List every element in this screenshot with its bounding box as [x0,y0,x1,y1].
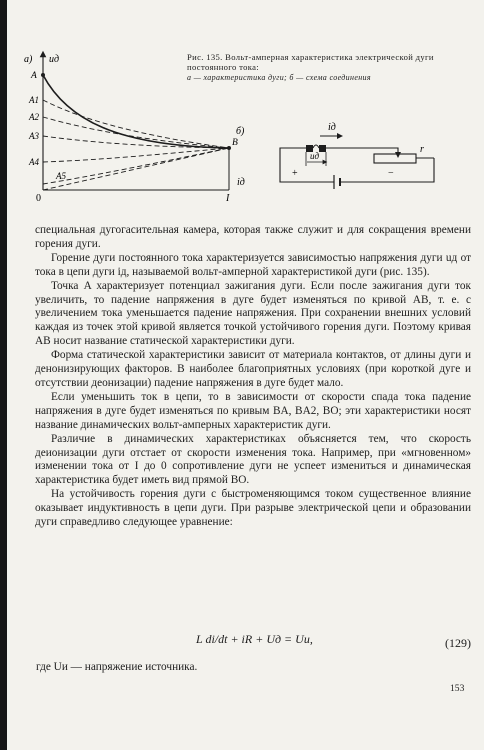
point-label-a3: A3 [29,131,39,141]
paragraph-5: Если уменьшить ток в цепи, то в зависимости от скорости спада тока падение напряжения в дуге будет изменяться по кривым BA, BA2, BO; эти характеристики носят название динамических вольт-амперных характеристик дуги. [35,390,471,431]
curve-b-a5 [43,148,229,184]
equation-formula: L di/dt + iR + Uд = Uи, [196,632,313,646]
paragraph-7: На устойчивость горения дуги с быстроменяющимся током существенное влияние оказывает индуктивность в цепи дуги. При разрыве электрической цепи и образовании дуги справедливо следующее уравнение: [35,488,471,529]
bottom-wire-right [340,158,434,182]
figure-legend: а — характеристика дуги; б — схема соединения [187,73,371,82]
paragraph-3: Точка A характеризует потенциал зажигания дуги. Если после зажигания дуги ток увеличить, то падение напряжения в дуге будет изменяться по кривой AB, т. е. с увеличением тока уменьшается падение напряжения. При сохранении внешних условий каждая из точек этой кривой является точкой устойчивого горения дуги. Поэтому кривая AB носит название статической характеристики дуги. [35,279,471,348]
figure-caption: Рис. 135. Вольт-амперная характеристика электрической дуги постоянного тока: [187,52,434,73]
x-tick-label-i: I [226,193,230,204]
page-number: 153 [450,683,465,694]
point-label-a1: A1 [29,95,39,105]
contact-right [319,145,326,152]
page-edge-shadow [0,0,7,750]
arc [313,145,319,148]
resistor-label: r [420,144,424,155]
equation-number: (129) [445,636,471,650]
minus-label: − [388,168,394,179]
y-axis-label: uд [49,54,60,65]
curve-b-a2 [43,117,229,148]
point-label-a2: A2 [29,112,39,122]
figure-b-panel-label: б) [236,126,245,137]
paragraph-4: Форма статической характеристики зависит от материала контактов, от длины дуги и денонизирующих факторов. В наиболее благоприятных условиях (при короткой дуге и отсутствии деонизации) падение напряжения в дуге будет мало. [35,349,471,389]
equation-explanation: где Uи — напряжение источника. [36,661,198,673]
point-label-b: B [232,138,238,148]
top-wire-left [280,148,306,154]
point-label-a5: A5 [56,171,66,181]
current-label: iд [328,122,336,133]
figure-a-panel-label: а) [24,54,33,65]
voltage-label: uд [310,151,320,161]
point-label-a: A [31,71,37,81]
body-text [35,224,471,530]
point-b [227,146,231,150]
x-axis-label: iд [237,177,245,188]
paragraph-1: специальная дугогасительная камера, которая также служит и для сокращения времени горения дуги. [35,224,471,250]
origin-label: 0 [36,193,41,204]
curve-b-a4 [43,148,229,162]
paragraph-2: Горение дуги постоянного тока характеризуется зависимостью напряжения дуги uд от тока в цепи дуги iд, называемой вольт-амперной характеристикой дуги (рис. 135). [35,251,471,278]
line-b-o [43,148,229,190]
figure-b-circuit [234,118,464,200]
resistor [374,154,416,163]
paragraph-6: Различие в динамических характеристиках объясняется тем, что скорость деионизации дуги отстает от скорости изменения тока. Например, при «мгновенном» изменении тока от I до 0 сопротивление дуги не успеет измениться и динамическая характеристика будет иметь вид прямой BO. [35,432,471,487]
point-label-a4: A4 [29,157,39,167]
top-wire-right [326,148,398,154]
book-page [12,0,484,750]
plus-label: + [292,168,298,179]
equation-129 [36,630,471,654]
point-a [41,73,45,77]
curve-ab-static [43,75,229,148]
